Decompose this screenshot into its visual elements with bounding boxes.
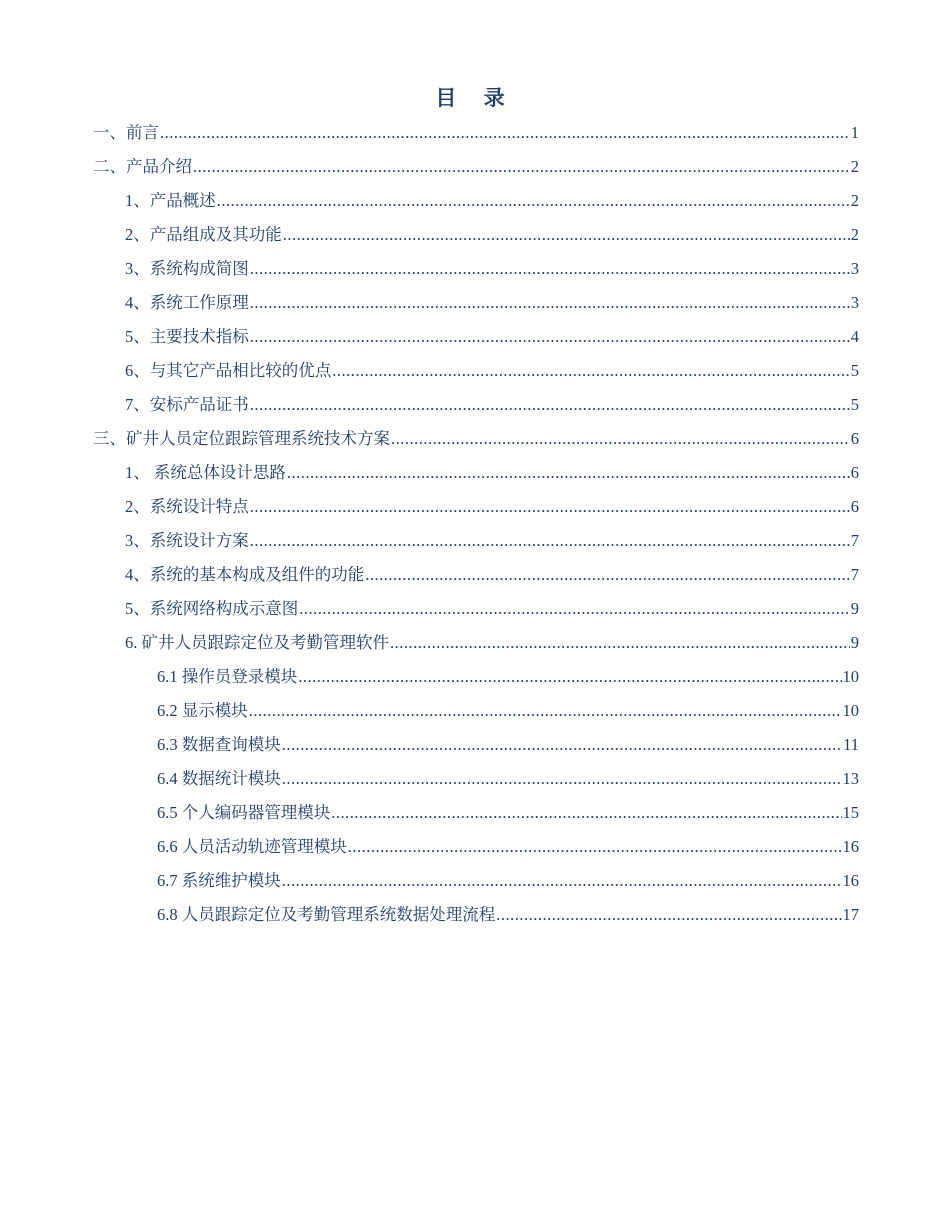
toc-page-number: 2 [850, 191, 859, 210]
toc-dot-leader [282, 762, 842, 796]
toc-entry-product-intro[interactable] [93, 150, 859, 184]
toc-entry-encoder-module[interactable] [93, 796, 859, 830]
toc-dot-leader [217, 184, 850, 218]
toc-entry-label: 6.4 数据统计模块 [157, 769, 281, 788]
toc-page-number: 17 [842, 905, 859, 924]
toc-dot-leader [282, 864, 842, 898]
toc-entry-maintenance-module[interactable] [93, 864, 859, 898]
toc-page-number: 2 [850, 157, 859, 176]
toc-entry-management-software[interactable] [93, 626, 859, 660]
toc-entry-statistics-module[interactable] [93, 762, 859, 796]
toc-entry-design-approach[interactable] [93, 456, 859, 490]
toc-entry-label: 6、与其它产品相比较的优点 [125, 361, 332, 380]
toc-entry-label: 三、矿井人员定位跟踪管理系统技术方案 [93, 429, 390, 448]
toc-dot-leader [391, 422, 850, 456]
toc-page-number: 1 [850, 123, 859, 142]
toc-dot-leader [331, 796, 841, 830]
toc-page-number: 2 [850, 225, 859, 244]
toc-entry-label: 2、系统设计特点 [125, 497, 249, 516]
toc-entry-label: 6.8 人员跟踪定位及考勤管理系统数据处理流程 [157, 905, 496, 924]
toc-entry-system-diagram[interactable] [93, 252, 859, 286]
toc-dot-leader [250, 286, 850, 320]
toc-entry-technical-specs[interactable] [93, 320, 859, 354]
toc-entry-label: 1、产品概述 [125, 191, 216, 210]
toc-page-number: 13 [842, 769, 859, 788]
toc-entry-label: 4、系统的基本构成及组件的功能 [125, 565, 365, 584]
toc-page-number: 3 [850, 259, 859, 278]
toc-dot-leader [160, 116, 850, 150]
toc-page-number: 10 [842, 701, 859, 720]
toc-dot-leader [250, 388, 850, 422]
toc-dot-leader [249, 694, 842, 728]
toc-entry-preface[interactable] [93, 116, 859, 150]
toc-entry-label: 6.2 显示模块 [157, 701, 248, 720]
toc-title: 目 录 [435, 86, 515, 110]
toc-entry-trajectory-module[interactable] [93, 830, 859, 864]
toc-page-number: 6 [850, 463, 859, 482]
toc-page-number: 4 [850, 327, 859, 346]
toc-page-number: 9 [850, 633, 859, 652]
toc-dot-leader [250, 252, 850, 286]
toc-entry-product-overview[interactable] [93, 184, 859, 218]
toc-entry-advantages[interactable] [93, 354, 859, 388]
toc-page-number: 6 [850, 429, 859, 448]
toc-dot-leader [250, 524, 850, 558]
toc-page-number: 5 [850, 395, 859, 414]
table-of-contents [93, 116, 859, 932]
toc-entry-safety-certificate[interactable] [93, 388, 859, 422]
toc-dot-leader [348, 830, 842, 864]
toc-entry-label: 1、 系统总体设计思路 [125, 463, 286, 482]
toc-dot-leader [390, 626, 850, 660]
toc-page-number: 5 [850, 361, 859, 380]
toc-entry-login-module[interactable] [93, 660, 859, 694]
toc-entry-product-composition[interactable] [93, 218, 859, 252]
toc-page-number: 15 [842, 803, 859, 822]
toc-entry-label: 5、系统网络构成示意图 [125, 599, 299, 618]
toc-dot-leader [365, 558, 850, 592]
toc-entry-design-features[interactable] [93, 490, 859, 524]
toc-entry-label: 3、系统构成简图 [125, 259, 249, 278]
toc-dot-leader [496, 898, 841, 932]
toc-dot-leader [250, 320, 850, 354]
toc-entry-display-module[interactable] [93, 694, 859, 728]
toc-entry-label: 6.1 操作员登录模块 [157, 667, 298, 686]
toc-page-number: 9 [850, 599, 859, 618]
toc-dot-leader [193, 150, 850, 184]
toc-page-number: 7 [850, 565, 859, 584]
toc-dot-leader [283, 218, 850, 252]
toc-page-number: 10 [842, 667, 859, 686]
toc-entry-data-flow[interactable] [93, 898, 859, 932]
toc-page-number: 16 [842, 871, 859, 890]
toc-entry-label: 6.6 人员活动轨迹管理模块 [157, 837, 347, 856]
toc-entry-label: 4、系统工作原理 [125, 293, 249, 312]
toc-entry-label: 7、安标产品证书 [125, 395, 249, 414]
toc-page-number: 3 [850, 293, 859, 312]
toc-dot-leader [250, 490, 850, 524]
toc-entry-label: 5、主要技术指标 [125, 327, 249, 346]
toc-entry-label: 6.3 数据查询模块 [157, 735, 281, 754]
toc-dot-leader [299, 592, 850, 626]
toc-entry-query-module[interactable] [93, 728, 859, 762]
toc-entry-label: 6.5 个人编码器管理模块 [157, 803, 331, 822]
toc-entry-design-plan[interactable] [93, 524, 859, 558]
toc-dot-leader [332, 354, 850, 388]
toc-page-number: 11 [843, 735, 859, 754]
toc-page-number: 16 [842, 837, 859, 856]
toc-page-number: 7 [850, 531, 859, 550]
toc-entry-technical-solution[interactable] [93, 422, 859, 456]
toc-entry-label: 2、产品组成及其功能 [125, 225, 282, 244]
toc-entry-working-principle[interactable] [93, 286, 859, 320]
toc-entry-label: 一、前言 [93, 123, 159, 142]
toc-entry-basic-structure[interactable] [93, 558, 859, 592]
toc-entry-network-diagram[interactable] [93, 592, 859, 626]
toc-entry-label: 6. 矿井人员跟踪定位及考勤管理软件 [125, 633, 389, 652]
toc-dot-leader [298, 660, 841, 694]
toc-dot-leader [287, 456, 850, 490]
toc-entry-label: 6.7 系统维护模块 [157, 871, 281, 890]
toc-page-number: 6 [850, 497, 859, 516]
toc-dot-leader [282, 728, 842, 762]
toc-entry-label: 3、系统设计方案 [125, 531, 249, 550]
toc-entry-label: 二、产品介绍 [93, 157, 192, 176]
